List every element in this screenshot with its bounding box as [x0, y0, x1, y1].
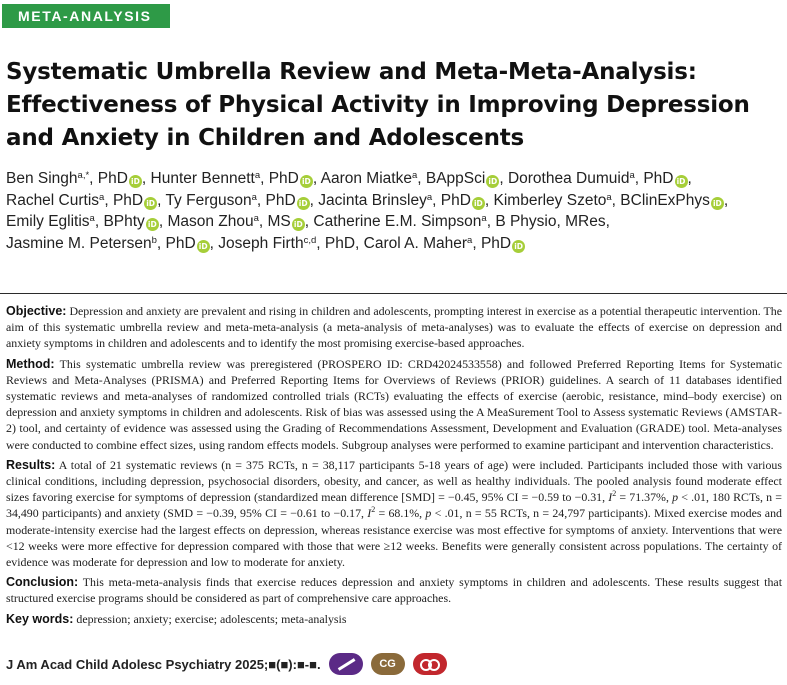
author-separator: , [309, 191, 314, 209]
results-text-2: = 71.37%, [619, 490, 669, 505]
orcid-icon[interactable]: iD [146, 218, 159, 231]
author-separator: , [723, 191, 729, 209]
author-degree: , PhD [256, 191, 296, 209]
author-separator: , [141, 170, 147, 187]
author-degree: , B Physio, MRes [486, 213, 606, 230]
author [318, 192, 489, 209]
author [167, 213, 309, 230]
author-separator: , [355, 234, 360, 252]
i-squared-symbol: I [367, 506, 372, 521]
author [494, 192, 729, 209]
results-label: Results: [6, 457, 56, 472]
author-affiliation: a [254, 170, 261, 181]
author [364, 235, 525, 252]
section-tag: META-ANALYSIS [2, 4, 170, 28]
author [6, 170, 146, 187]
author-affiliation: a [99, 191, 105, 203]
author-name: Catherine E.M. Simpson [313, 213, 482, 230]
author-affiliation: a [606, 191, 612, 203]
objective-label: Objective: [6, 304, 67, 318]
orcid-icon[interactable]: iD [297, 197, 310, 210]
author-separator: , [157, 191, 162, 209]
author-name: Ty Ferguson [165, 191, 252, 209]
author-separator: , [499, 170, 504, 187]
squared-superscript: 2 [371, 505, 376, 515]
author-name: Joseph Firth [218, 234, 304, 252]
abstract [6, 303, 782, 631]
author-separator: , [605, 213, 610, 230]
author-name: Carol A. Maher [363, 234, 468, 252]
author-degree: , PhD [156, 234, 196, 252]
author [6, 235, 214, 252]
i-squared-symbol: I [608, 490, 613, 505]
orcid-icon[interactable]: iD [512, 240, 525, 253]
author-affiliation: a,* [77, 170, 90, 181]
author-affiliation: a [467, 234, 473, 246]
keywords-label: Key words: [6, 611, 74, 626]
slash-badge-icon[interactable] [329, 653, 363, 675]
author-separator: , [209, 234, 214, 252]
orcid-icon[interactable]: iD [675, 175, 688, 188]
author-degree: , PhD [432, 191, 471, 209]
author-separator: , [304, 213, 310, 230]
method-text: This systematic umbrella review was preregistered (PROSPERO ID: CRD42024533558) and followed Preferred Reporting Items for Systematic Reviews and Meta-Analyses (PRISMA) and Preferred Reporting Items for Overviews of Reviews (PRIOR) guidelines. A search of 11 databases identified systematic reviews and meta-analyses of randomized controlled trials (RCTs) evaluating the effects of exercise (aerobic, resistance, mind–body exercise) on depression and anxiety symptoms in children and adolescents. Risk of bias was assessed using the A MeaSurement Tool to Assess systematic Reviews (AMSTAR-2) tool, and certainty of evidence was assessed using the Grading of Recommendations Assessment, Development and Evaluation (GRADE) tool. Meta-analyses were conducted to combine effect sizes, using random effects models. Subgroup analyses were performed to examine participant and intervention characteristics. [6, 356, 782, 452]
author [321, 170, 504, 187]
author-affiliation: a [629, 170, 635, 181]
abstract-keywords [6, 611, 782, 627]
author-name: Mason Zhou [167, 213, 254, 230]
author-name: Aaron Miatke [320, 170, 412, 187]
top-divider [0, 293, 787, 294]
author [151, 170, 318, 187]
author-degree: , PhD [316, 234, 356, 252]
conclusion-label: Conclusion: [6, 575, 79, 590]
author-name: Dorothea Dumuid [507, 170, 630, 187]
author [165, 192, 314, 209]
link-chain-badge-icon[interactable] [413, 653, 447, 675]
abstract-objective [6, 303, 782, 352]
results-text-5: < .01, n = 55 RCTs, n = 24,797 participants). Mixed exercise modes and moderate-intensity exercise had the largest effects on depression, whereas resistance exercise was most effective for symptoms of anxiety. Interventions that were <12 weeks were more effective for depression compared with those that were ≥12 weeks. Benefits were generally consistent across populations. The certainty of evidence was moderate for depression and low to moderate for anxiety. [6, 506, 782, 570]
author-name: Ben Singh [6, 170, 78, 187]
author-list [6, 168, 786, 254]
author-name: Hunter Bennett [150, 170, 255, 187]
orcid-icon[interactable]: iD [486, 175, 499, 188]
author-degree: , BAppSci [417, 170, 486, 187]
author [508, 170, 692, 187]
p-symbol: p [425, 506, 432, 521]
results-text-4: = 68.1%, [378, 506, 423, 521]
results-text-1: A total of 21 systematic reviews (n = 375 RCTs, n = 38,117 participants 5-18 years of age) were included. Participants included those with various clinical conditions, including depression, psychosocial disorders, obesity, and cancer, as well as healthy individuals. The pooled analysis found moderate effect sizes favoring exercise for symptoms of depression (standardized mean difference [SMD] = −0.45, 95% CI = −0.59 to −0.31, [6, 457, 783, 505]
author-separator: , [312, 170, 318, 187]
method-label: Method: [6, 356, 55, 371]
author-affiliation: a [411, 170, 418, 181]
author-affiliation: c,d [303, 234, 317, 246]
author-affiliation: a [481, 213, 487, 224]
abstract-results [6, 457, 782, 570]
orcid-icon[interactable]: iD [144, 197, 157, 210]
orcid-icon[interactable]: iD [300, 175, 313, 188]
article-title: Systematic Umbrella Review and Meta-Meta-Analysis: Effectiveness of Physical Activity in Improving Depression and Anxiety in Children and Adolescents [6, 59, 750, 151]
p-symbol: p [672, 490, 679, 505]
author-degree: , PhD [104, 191, 144, 209]
orcid-icon[interactable]: iD [472, 197, 485, 210]
cg-badge-icon[interactable]: CG [371, 653, 405, 675]
author-separator: , [158, 213, 164, 230]
author-affiliation: b [151, 234, 157, 246]
conclusion-text: This meta-meta-analysis finds that exercise reduces depression and anxiety symptoms in children and adolescents. These results suggest that structured exercise programs should be considered as part of comprehensive care approaches. [6, 575, 783, 606]
author [6, 192, 161, 209]
author-degree: , BPhty [94, 213, 145, 230]
author-separator: , [687, 170, 692, 187]
author-affiliation: a [426, 191, 433, 203]
author-name: Kimberley Szeto [493, 191, 607, 209]
results-text-3: < .01, 180 RCTs, n = 34,490 participants) and anxiety (SMD = −0.39, 95% CI = −0.61 to −0.17, [6, 490, 782, 521]
citation-text: J Am Acad Child Adolesc Psychiatry 2025;■(■):■-■. [6, 656, 321, 672]
author-affiliation: a [89, 213, 95, 224]
author-name: Emily Eglitis [6, 213, 90, 230]
squared-superscript: 2 [612, 489, 617, 499]
author-affiliation: a [251, 191, 257, 203]
orcid-icon[interactable]: iD [129, 175, 142, 188]
objective-text: Depression and anxiety are prevalent and rising in children and adolescents, prompting interest in exercise as a potential therapeutic intervention. The aim of this systematic umbrella review and meta-meta-analysis (a meta-analysis of meta-analyses) was to evaluate the effects of exercise on depression and anxiety symptoms in children and adolescents and to identify the most promising exercise-based approaches. [6, 304, 782, 351]
author-name: Rachel Curtis [6, 191, 100, 209]
author-degree: , PhD [634, 170, 674, 187]
author-degree: , PhD [472, 234, 512, 252]
keywords-text: depression; anxiety; exercise; adolescents; meta-analysis [76, 611, 347, 626]
author-name: Jasmine M. Petersen [6, 234, 152, 252]
author-affiliation: a [253, 213, 259, 224]
journal-citation [6, 652, 447, 676]
author-degree: , MS [258, 213, 291, 230]
abstract-method [6, 356, 782, 453]
author-degree: , PhD [89, 170, 128, 187]
orcid-icon[interactable]: iD [197, 240, 210, 253]
author-separator: , [484, 191, 490, 209]
abstract-conclusion [6, 574, 782, 606]
author [6, 213, 163, 230]
orcid-icon[interactable]: iD [292, 218, 305, 231]
author [313, 213, 609, 230]
author-degree: , BClinExPhys [611, 191, 710, 209]
author-name: Jacinta Brinsley [318, 191, 427, 209]
author-degree: , PhD [260, 170, 299, 187]
author [218, 235, 359, 252]
orcid-icon[interactable]: iD [711, 197, 724, 210]
